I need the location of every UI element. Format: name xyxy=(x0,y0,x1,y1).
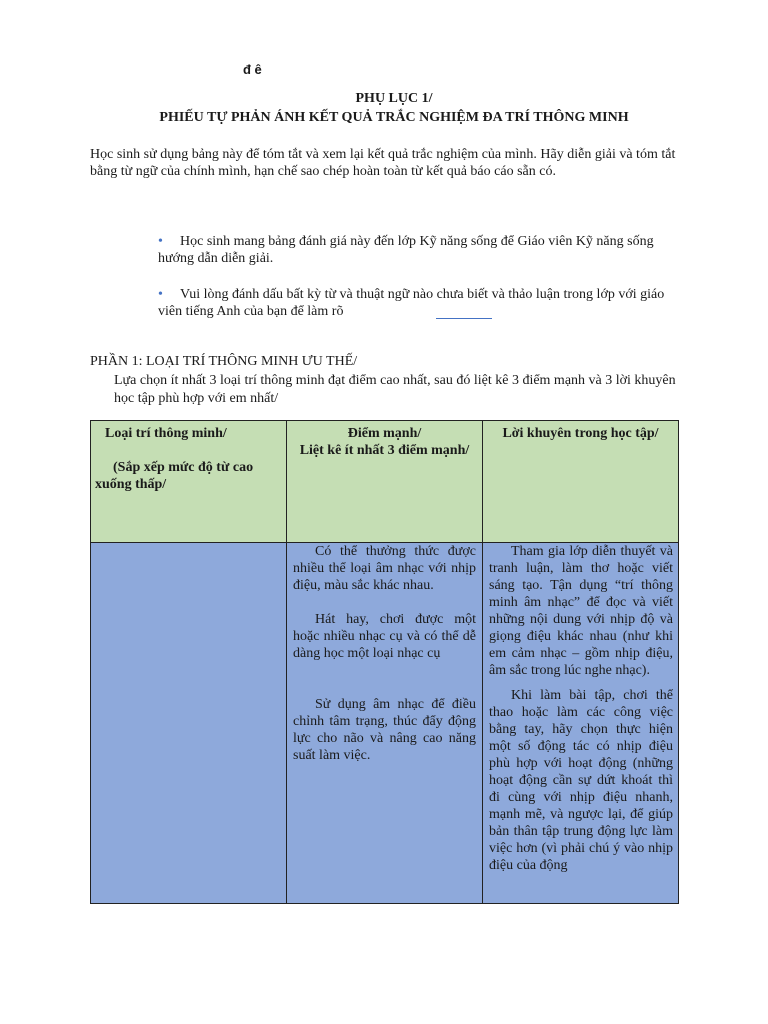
intelligence-table xyxy=(90,420,679,904)
strength-item: Sử dụng âm nhạc để điều chỉnh tâm trạng, thúc đẩy động lực cho não và nâng cao năng suất làm việc. xyxy=(293,697,476,763)
intelligence-type-cell[interactable] xyxy=(91,543,287,904)
strength-item: Hát hay, chơi được một hoặc nhiều nhạc cụ và có thể dễ dàng học một loại nhạc cụ xyxy=(293,612,476,661)
header-label: Điểm mạnh/ xyxy=(347,426,422,441)
intro-paragraph: Học sinh sử dụng bảng này để tóm tắt và xem lại kết quả trắc nghiệm của mình. Hãy diễn giải và tóm tắt bằng từ ngữ của chính mình, hạn chế sao chép hoàn toàn từ kết quả báo cáo sẵn có. xyxy=(90,147,676,179)
header-sublabel: Liệt kê ít nhất 3 điểm mạnh/ xyxy=(299,443,470,458)
appendix-title: PHỤ LỤC 1/ xyxy=(355,91,433,106)
blank-underline[interactable] xyxy=(436,318,492,319)
advice-cell[interactable] xyxy=(483,543,679,904)
header-mark: đ ê xyxy=(243,62,262,77)
header-label: Loại trí thông minh/ xyxy=(105,426,227,441)
header-sublabel: (Sắp xếp mức độ từ cao xyxy=(113,460,254,475)
strength-item: Có thể thưởng thức được nhiều thể loại âm nhạc với nhịp điệu, màu sắc khác nhau. xyxy=(293,544,476,593)
form-title: PHIẾU TỰ PHẢN ÁNH KẾT QUẢ TRẮC NGHIỆM ĐA TRÍ THÔNG MINH xyxy=(159,110,629,125)
section-description: Lựa chọn ít nhất 3 loại trí thông minh đạt điểm cao nhất, sau đó liệt kê 3 điểm mạnh và 3 lời khuyên học tập phù hợp với em nhất/ xyxy=(114,373,676,406)
bullet-dot-icon: • xyxy=(158,287,163,302)
header-strengths xyxy=(287,421,483,543)
header-advice xyxy=(483,421,679,543)
table-header-row xyxy=(91,421,679,543)
bullet-item xyxy=(158,233,683,267)
table-row xyxy=(91,543,679,904)
bullet-item xyxy=(158,286,683,320)
header-intelligence-type xyxy=(91,421,287,543)
bullet-text: Vui lòng đánh dấu bất kỳ từ và thuật ngữ nào chưa biết và thảo luận trong lớp với giáo viên tiếng Anh của bạn để làm rõ xyxy=(158,287,665,319)
section-title: PHẦN 1: LOẠI TRÍ THÔNG MINH ƯU THẾ/ xyxy=(90,354,358,369)
advice-item: Khi làm bài tập, chơi thể thao hoặc làm các công việc bằng tay, hãy chọn thực hiện một số động tác có nhịp điệu phù hợp với hoạt động (những hoạt động cần sự dứt khoát thì đi cùng với nhịp điệu nhanh, mạnh mẽ, và ngược lại, để giúp bản thân tập trung động lực làm việc hơn (vì phải chú ý vào nhịp điệu của động xyxy=(489,688,673,873)
header-label: Lời khuyên trong học tập/ xyxy=(502,426,659,441)
bullet-dot-icon: • xyxy=(158,234,163,249)
advice-item: Tham gia lớp diễn thuyết và tranh luận, làm thơ hoặc viết sáng tạo. Tận dụng “trí thông minh âm nhạc” để đọc và viết những nội dung với nhịp độ và giọng điệu khác nhau (như khi em cảm nhạc – gồm nhịp điệu, âm sắc trong lúc nghe nhạc). xyxy=(489,544,673,678)
bullet-text: Học sinh mang bảng đánh giá này đến lớp Kỹ năng sống để Giáo viên Kỹ năng sống hướng dẫn diễn giải. xyxy=(158,234,654,266)
header-sublabel: xuống thấp/ xyxy=(95,477,167,492)
strengths-cell[interactable] xyxy=(287,543,483,904)
